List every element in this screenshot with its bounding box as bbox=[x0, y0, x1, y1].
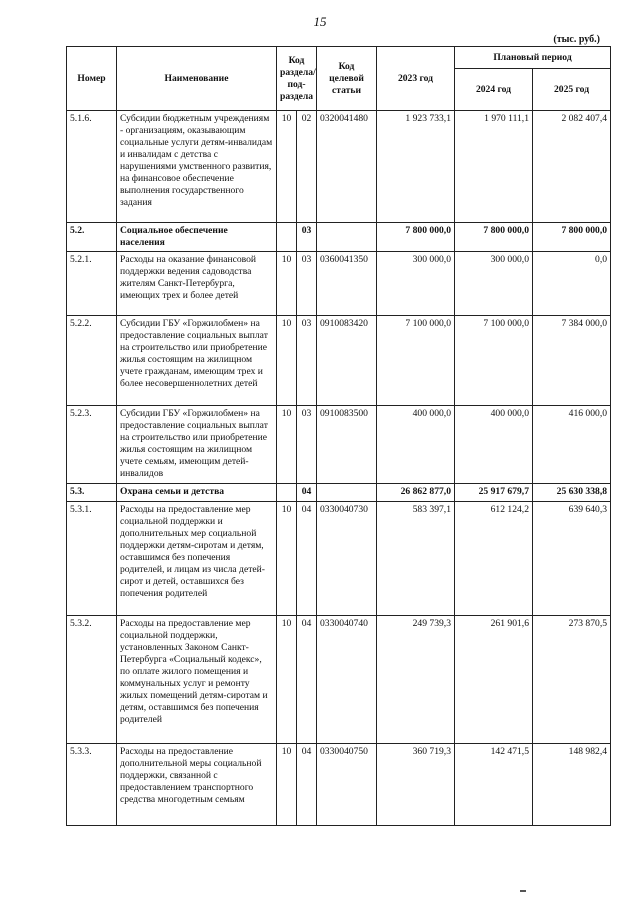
header-year-2023: 2023 год bbox=[377, 47, 455, 111]
row-section-code: 10 bbox=[277, 406, 297, 484]
row-value-2025: 7 800 000,0 bbox=[533, 223, 611, 252]
row-subsection-code: 03 bbox=[297, 223, 317, 252]
table-row bbox=[67, 744, 611, 826]
row-name: Расходы на оказание финансовой поддержки ведения садоводства жителям Санкт-Петербурга, имеющих трех и более детей bbox=[117, 252, 277, 316]
table-row bbox=[67, 406, 611, 484]
budget-table bbox=[66, 46, 611, 826]
row-value-2023: 7 100 000,0 bbox=[377, 316, 455, 406]
row-target-code: 0320041480 bbox=[317, 111, 377, 223]
row-number: 5.3.2. bbox=[67, 616, 117, 744]
row-value-2024: 1 970 111,1 bbox=[455, 111, 533, 223]
row-number: 5.2.1. bbox=[67, 252, 117, 316]
row-number: 5.3.1. bbox=[67, 502, 117, 616]
row-value-2025: 148 982,4 bbox=[533, 744, 611, 826]
header-planned-period: Плановый период bbox=[455, 47, 611, 69]
row-number: 5.2.2. bbox=[67, 316, 117, 406]
row-value-2025: 0,0 bbox=[533, 252, 611, 316]
row-section-code: 10 bbox=[277, 111, 297, 223]
row-subsection-code: 03 bbox=[297, 252, 317, 316]
row-subsection-code: 03 bbox=[297, 406, 317, 484]
row-value-2025: 2 082 407,4 bbox=[533, 111, 611, 223]
page-number: 15 bbox=[313, 14, 327, 29]
row-value-2023: 300 000,0 bbox=[377, 252, 455, 316]
row-target-code: 0360041350 bbox=[317, 252, 377, 316]
row-value-2024: 400 000,0 bbox=[455, 406, 533, 484]
row-name: Субсидии ГБУ «Горжилобмен» на предоставление социальных выплат на строительство или приобретение жилья состоящим на жилищном учете гражданам, имеющим трех и более несовершеннолетних детей bbox=[117, 316, 277, 406]
table-row bbox=[67, 111, 611, 223]
row-value-2025: 25 630 338,8 bbox=[533, 484, 611, 502]
row-number: 5.3.3. bbox=[67, 744, 117, 826]
row-section-code bbox=[277, 484, 297, 502]
row-subsection-code: 04 bbox=[297, 616, 317, 744]
row-value-2025: 639 640,3 bbox=[533, 502, 611, 616]
table-row bbox=[67, 316, 611, 406]
row-value-2025: 416 000,0 bbox=[533, 406, 611, 484]
row-number: 5.2. bbox=[67, 223, 117, 252]
row-value-2025: 273 870,5 bbox=[533, 616, 611, 744]
row-subsection-code: 02 bbox=[297, 111, 317, 223]
row-target-code: 0910083420 bbox=[317, 316, 377, 406]
row-value-2023: 583 397,1 bbox=[377, 502, 455, 616]
row-target-code bbox=[317, 223, 377, 252]
row-target-code bbox=[317, 484, 377, 502]
row-subsection-code: 04 bbox=[297, 502, 317, 616]
row-value-2024: 7 800 000,0 bbox=[455, 223, 533, 252]
row-name: Субсидии ГБУ «Горжилобмен» на предоставление социальных выплат на строительство или приобретение жилья состоящим на жилищном учете семьям, имеющим детей-инвалидов bbox=[117, 406, 277, 484]
row-name: Социальное обеспечение населения bbox=[117, 223, 277, 252]
row-section-code bbox=[277, 223, 297, 252]
row-value-2023: 249 739,3 bbox=[377, 616, 455, 744]
row-value-2024: 7 100 000,0 bbox=[455, 316, 533, 406]
row-section-code: 10 bbox=[277, 502, 297, 616]
table-row bbox=[67, 252, 611, 316]
row-value-2023: 360 719,3 bbox=[377, 744, 455, 826]
header-section-code: Код раздела/ под- раздела bbox=[277, 47, 317, 111]
row-value-2023: 400 000,0 bbox=[377, 406, 455, 484]
table-row bbox=[67, 502, 611, 616]
row-section-code: 10 bbox=[277, 252, 297, 316]
header-target-code: Код целевой статьи bbox=[317, 47, 377, 111]
row-value-2024: 612 124,2 bbox=[455, 502, 533, 616]
row-number: 5.2.3. bbox=[67, 406, 117, 484]
row-section-code: 10 bbox=[277, 744, 297, 826]
table-row bbox=[67, 484, 611, 502]
row-value-2024: 25 917 679,7 bbox=[455, 484, 533, 502]
header-year-2024: 2024 год bbox=[455, 69, 533, 111]
header-year-2025: 2025 год bbox=[533, 69, 611, 111]
row-value-2023: 7 800 000,0 bbox=[377, 223, 455, 252]
row-value-2024: 142 471,5 bbox=[455, 744, 533, 826]
row-section-code: 10 bbox=[277, 316, 297, 406]
row-number: 5.3. bbox=[67, 484, 117, 502]
row-name: Расходы на предоставление мер социальной поддержки, установленных Законом Санкт-Петербурга «Социальный кодекс», по оплате жилого помещения и коммунальных услуг и ремонту жилых помещений детям-сиротам и детям, оставшимся без попечения родителей bbox=[117, 616, 277, 744]
header-number: Номер bbox=[67, 47, 117, 111]
row-value-2024: 300 000,0 bbox=[455, 252, 533, 316]
row-name: Субсидии бюджетным учреждениям - организациям, оказывающим социальные услуги детям-инвалидам и инвалидам с детства с нарушениями умственного развития, на финансовое обеспечение выполнения государственного задания bbox=[117, 111, 277, 223]
row-name: Охрана семьи и детства bbox=[117, 484, 277, 502]
row-target-code: 0330040730 bbox=[317, 502, 377, 616]
row-target-code: 0330040750 bbox=[317, 744, 377, 826]
scan-mark bbox=[520, 890, 526, 892]
table-row bbox=[67, 616, 611, 744]
table-row bbox=[67, 223, 611, 252]
row-value-2023: 26 862 877,0 bbox=[377, 484, 455, 502]
units-label: (тыс. руб.) bbox=[553, 34, 600, 45]
row-subsection-code: 03 bbox=[297, 316, 317, 406]
header-name: Наименование bbox=[117, 47, 277, 111]
row-name: Расходы на предоставление дополнительной меры социальной поддержки, связанной с предоставлением транспортного средства многодетным семьям bbox=[117, 744, 277, 826]
row-value-2025: 7 384 000,0 bbox=[533, 316, 611, 406]
row-target-code: 0330040740 bbox=[317, 616, 377, 744]
row-name: Расходы на предоставление мер социальной поддержки и дополнительных мер социальной поддержки детям-сиротам и детям, оставшимся без попечения родителей, и лицам из числа детей-сирот и детей, оставшихся без попечения родителей bbox=[117, 502, 277, 616]
row-value-2024: 261 901,6 bbox=[455, 616, 533, 744]
row-number: 5.1.6. bbox=[67, 111, 117, 223]
row-subsection-code: 04 bbox=[297, 484, 317, 502]
row-value-2023: 1 923 733,1 bbox=[377, 111, 455, 223]
row-subsection-code: 04 bbox=[297, 744, 317, 826]
row-section-code: 10 bbox=[277, 616, 297, 744]
row-target-code: 0910083500 bbox=[317, 406, 377, 484]
